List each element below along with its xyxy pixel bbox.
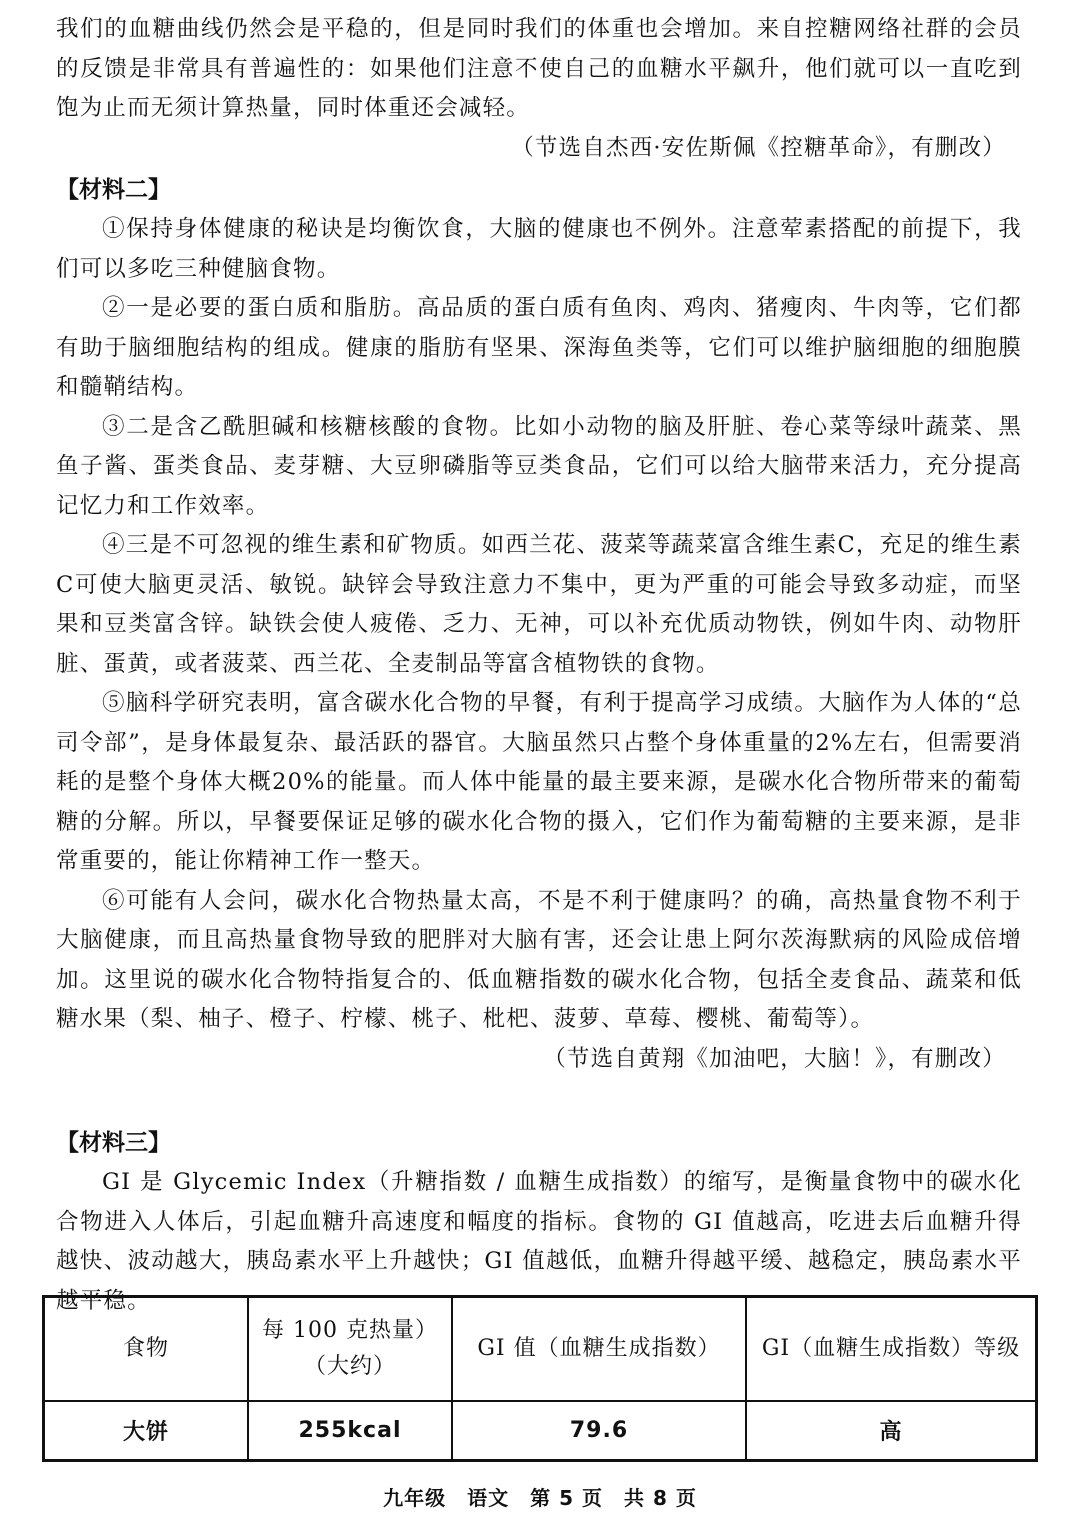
material-2-paragraph-4: ④三是不可忽视的维生素和矿物质。如西兰花、菠菜等蔬菜富含维生素C，充足的维生素C可使大脑更灵活、敏锐。缺锌会导致注意力不集中，更为严重的可能会导致多动症，而坚果和豆类富含锌。缺铁会使人疲倦、乏力、无神，可以补充优质动物铁，例如牛肉、动物肝脏、蛋黄，或者菠菜、西兰花、全麦制品等富含植物铁的食物。 — [56, 532, 1022, 677]
table-cell-food: 大饼 — [44, 1401, 249, 1461]
table-header-gi-value: GI 值（血糖生成指数） — [452, 1297, 746, 1402]
gi-table — [42, 1295, 1038, 1462]
page-content — [56, 10, 1022, 1321]
material-2-paragraph-6: ⑥可能有人会问，碳水化合物热量太高，不是不利于健康吗？的确，高热量食物不利于大脑健康，而且高热量食物导致的肥胖对大脑有害，还会让患上阿尔茨海默病的风险成倍增加。这里说的碳水化合物特指复合的、低血糖指数的碳水化合物，包括全麦食品、蔬菜和低糖水果（梨、柚子、橙子、柠檬、桃子、枇杷、菠萝、草莓、樱桃、葡萄等）。 — [56, 887, 1022, 1032]
source-citation-2: （节选自黄翔《加油吧，大脑！》，有删改） — [543, 1045, 1006, 1072]
material-2-paragraph-2: ②一是必要的蛋白质和脂肪。高品质的蛋白质有鱼肉、鸡肉、猪瘦肉、牛肉等，它们都有助于脑细胞结构的组成。健康的脂肪有坚果、深海鱼类等，它们可以维护脑细胞的细胞膜和髓鞘结构。 — [56, 295, 1022, 400]
table-cell-calories: 255kcal — [248, 1401, 452, 1461]
source-citation-1: （节选自杰西·安佐斯佩《控糖革命》，有删改） — [511, 134, 1006, 161]
page-footer: 九年级 语文 第 5 页 共 8 页 — [383, 1486, 697, 1510]
material-2-paragraph-3: ③二是含乙酰胆碱和核糖核酸的食物。比如小动物的脑及肝脏、卷心菜等绿叶蔬菜、黑鱼子酱、蛋类食品、麦芽糖、大豆卵磷脂等豆类食品，它们可以给大脑带来活力，充分提高记忆力和工作效率。 — [56, 413, 1022, 519]
intro-paragraph: 我们的血糖曲线仍然会是平稳的，但是同时我们的体重也会增加。来自控糖网络社群的会员的反馈是非常具有普遍性的：如果他们注意不使自己的血糖水平飙升，他们就可以一直吃到饱为止而无须计算热量，同时体重还会减轻。 — [56, 16, 1022, 121]
table-cell-gi-value: 79.6 — [452, 1401, 746, 1461]
material-3-paragraph: GI 是 Glycemic Index（升糖指数 / 血糖生成指数）的缩写，是衡量食物中的碳水化合物进入人体后，引起血糖升高速度和幅度的指标。食物的 GI 值越高，吃进去后血糖升得越快、波动越大，胰岛素水平上升越快；GI 值越低，血糖升得越平缓、越稳定，胰岛素水平越平稳。 — [56, 1169, 1022, 1314]
table-header-row — [44, 1297, 1037, 1402]
table-row — [44, 1401, 1037, 1461]
material-2-paragraph-1: ①保持身体健康的秘诀是均衡饮食，大脑的健康也不例外。注意荤素搭配的前提下，我们可以多吃三种健脑食物。 — [56, 216, 1022, 282]
table-header-calories — [248, 1297, 452, 1402]
table-header-calories-line2: （大约） — [303, 1354, 396, 1379]
material-3-heading: 【材料三】 — [56, 1130, 171, 1156]
table-cell-gi-level: 高 — [746, 1401, 1037, 1461]
table-header-food: 食物 — [44, 1297, 249, 1402]
table-header-calories-line1: 每 100 克热量） — [262, 1318, 438, 1343]
material-2-heading: 【材料二】 — [56, 177, 171, 203]
table-header-gi-level: GI（血糖生成指数）等级 — [746, 1297, 1037, 1402]
material-2-paragraph-5: ⑤脑科学研究表明，富含碳水化合物的早餐，有利于提高学习成绩。大脑作为人体的“总司令部”，是身体最复杂、最活跃的器官。大脑虽然只占整个身体重量的2%左右，但需要消耗的是整个身体大概20%的能量。而人体中能量的最主要来源，是碳水化合物所带来的葡萄糖的分解。所以，早餐要保证足够的碳水化合物的摄入，它们作为葡萄糖的主要来源，是非常重要的，能让你精神工作一整天。 — [56, 690, 1022, 874]
